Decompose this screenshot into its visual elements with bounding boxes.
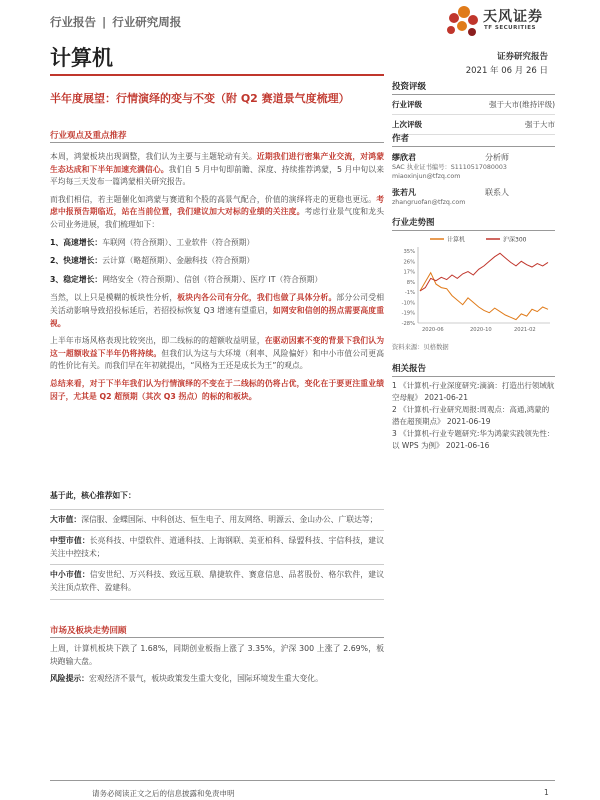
rating-panel [392, 80, 555, 135]
report-subtitle: 半年度展望：行情演绎的变与不变（附 Q2 赛道景气度梳理） [50, 92, 350, 105]
industry-rating-row [392, 95, 555, 115]
author-1 [392, 152, 555, 163]
item-label: 1、高速增长： [50, 237, 103, 247]
core-recommendations [50, 490, 384, 600]
report-category-tags [50, 14, 181, 30]
series-line-computer [420, 273, 548, 320]
paragraph-4 [50, 335, 384, 373]
highlight-text: 对于下半年我们认为行情演绎的不变在于二线标的仍将占优，变化在于要更注重业绩因子，尤其是 Q2 超预期（其次 Q3 拐点）的标的和板块。 [50, 378, 384, 401]
section-divider [50, 637, 384, 638]
y-tick-label: 26% [403, 259, 415, 266]
author-2 [392, 187, 555, 198]
trend-head: 行业走势图 [392, 216, 555, 231]
growth-item-3 [50, 274, 384, 287]
report-date: 2021 年 06 月 26 日 [465, 66, 548, 76]
logo-text: 天风证券 [483, 9, 543, 25]
author-name: 缪欣君 [392, 153, 416, 162]
rec-text: 信安世纪、万兴科技、致远互联、鼎捷软件、赛意信息、品茗股份、格尔软件，建议关注顶点软件、盈建科。 [50, 570, 384, 592]
text-span: 我们自 5 月中旬即前瞻、深度、持续推荐鸿蒙，5 月中旬以来平均每三天发布一篇鸿蒙相关研究报告。 [50, 164, 384, 187]
text-span: 但我们认为这与大环境（利率、风险偏好）和中小市值公司更高的性价比有关。而我们早在年初就提出，“风格为王还是成长为王”的观点。 [50, 348, 385, 371]
item-text: 网络安全（符合预期）、信创（符合预期）、医疗 IT（符合预期） [102, 274, 323, 284]
paragraph-2 [50, 194, 384, 232]
industry-trend-chart [392, 231, 555, 341]
risk-label: 风险提示： [50, 674, 89, 684]
series-line-hs300 [420, 253, 548, 291]
title-divider [50, 74, 384, 76]
highlight-text: 板块内各公司有分化，我们也做了具体分析。 [177, 293, 337, 303]
item-text: 云计算（略超预期）、金融科技（符合预期） [102, 256, 255, 266]
highlight-text: 总结来看， [50, 378, 90, 388]
rating-value: 强于大市 [525, 120, 555, 129]
footer-disclaimer: 请务必阅读正文之后的信息披露和免责申明 [92, 789, 235, 798]
related-date: 2021-06-16 [445, 441, 490, 450]
related-report-item[interactable] [392, 404, 555, 428]
chart-source: 资料来源：贝格数据 [392, 344, 449, 351]
item-label: 3、稳定增长： [50, 274, 103, 284]
text-span: 考虑行业景气度和龙头公司业务进展，我们梳理如下： [50, 207, 384, 229]
related-report-item[interactable] [392, 380, 555, 404]
rating-head: 投资评级 [392, 80, 555, 95]
related-panel [392, 362, 555, 452]
market-summary: 上周，计算机板块下跌了 1.68%，同期创业板指上涨了 3.35%，沪深 300 上涨了 2.69%，板块跑输大盘。 [50, 644, 384, 666]
risk-text: 宏观经济不景气，板块政策发生重大变化，国际环境发生重大变化。 [88, 674, 323, 684]
authors-head: 作者 [392, 132, 555, 147]
text-span: 部分公司受相关活动影响导致招投标延后，若招投标恢复 Q3 增速有望重启， [50, 293, 384, 315]
trend-panel [392, 216, 555, 352]
page-number: 1 [544, 788, 549, 797]
author-email: zhangruofan@tfzq.com [392, 199, 466, 206]
y-tick-label: 35% [403, 249, 415, 255]
author-role: 联系人 [485, 188, 509, 197]
paragraph-3 [50, 292, 384, 330]
tag-separator: | [102, 15, 107, 29]
rec-text: 长亮科技、中望软件、道通科技、上海钢联、美亚柏科、绿盟科技、宇信科技，建议关注中控技术； [50, 536, 384, 558]
main-content [50, 151, 384, 408]
section-head-viewpoint: 行业观点及重点推荐 [50, 131, 127, 141]
related-title: 1 《计算机-行业深度研究:滴滴：打造出行领域航空母舰》 [392, 381, 555, 402]
report-tag-industry: 行业报告 [50, 15, 96, 29]
market-content [50, 643, 384, 691]
item-label: 2、快速增长： [50, 256, 103, 266]
report-type: 证券研究报告 [496, 52, 548, 62]
growth-item-1 [50, 237, 384, 250]
y-tick-label: -19% [401, 310, 415, 317]
text-span: 而我们相信，若主题催化如鸿蒙与赛道和个股的高景气配合，价值的演绎将走的更稳也更远。 [50, 194, 377, 204]
highlight-text: 如网安和信创的拐点需要高度重视。 [50, 305, 384, 328]
item-text: 车联网（符合预期）、工业软件（符合预期） [102, 237, 255, 247]
rating-label: 行业评级 [392, 100, 422, 109]
rec-label: 中型市值： [50, 536, 90, 546]
related-list [392, 380, 555, 452]
section-divider [50, 142, 384, 143]
highlight-text: 考虑中报预告期临近，站在当前位置，我们建议加大对标的业绩的关注度。 [50, 194, 384, 217]
related-date: 2021-06-21 [424, 393, 468, 402]
authors-panel [392, 132, 555, 207]
growth-item-2 [50, 255, 384, 268]
paragraph-1 [50, 151, 384, 189]
y-tick-label: 17% [403, 269, 415, 276]
rec-small-cap [50, 565, 384, 599]
rec-large-cap [50, 509, 384, 532]
legend-label: 计算机 [447, 236, 466, 244]
rec-mid-cap [50, 531, 384, 565]
report-tag-weekly: 行业研究周报 [112, 15, 182, 29]
x-tick-label: 2020-10 [470, 327, 492, 333]
text-span: 本周，鸿蒙板块出现调整，我们认为主要与主题轮动有关。 [50, 152, 257, 161]
rating-value: 强于大市(维持评级) [489, 100, 555, 109]
rec-text: 深信服、金蝶国际、中科创达、恒生电子、用友网络、明源云、金山办公、广联达等； [81, 514, 378, 524]
author-cert: SAC 执业证书编号：S1110517080003 [392, 164, 507, 171]
related-head: 相关报告 [392, 362, 555, 377]
rating-label: 上次评级 [392, 120, 422, 129]
highlight-text: 在驱动因素不变的背景下我们认为这一超额收益下半年仍将持续。 [50, 336, 385, 358]
y-tick-label: -1% [404, 290, 415, 297]
legend-label: 沪深300 [503, 236, 527, 244]
related-title: 3 《计算机-行业专题研究:华为鸿蒙实践领先性：以 WPS 为例》 [392, 429, 555, 450]
related-report-item[interactable] [392, 428, 555, 452]
rec-label: 大市值： [50, 514, 82, 524]
rec-label: 中小市值： [50, 570, 90, 580]
y-tick-label: 8% [406, 279, 415, 286]
footer-divider [50, 780, 555, 781]
related-date: 2021-06-19 [446, 417, 491, 426]
section-head-market: 市场及板块走势回顾 [50, 626, 127, 636]
risk-warning [50, 673, 384, 686]
y-tick-label: -10% [401, 300, 415, 307]
x-tick-label: 2021-02 [514, 327, 536, 333]
logo-english-text: TF SECURITIES [484, 25, 536, 31]
page-title: 计算机 [50, 46, 113, 70]
related-title: 2 《计算机-行业研究周报:周观点：高通,鸿蒙的潜在超预期点》 [392, 405, 550, 426]
author-name: 张若凡 [392, 188, 416, 197]
x-tick-label: 2020-06 [422, 327, 444, 333]
author-email: miaoxinjun@tfzq.com [392, 173, 461, 180]
core-intro: 基于此，核心推荐如下： [50, 491, 136, 500]
author-role: 分析师 [485, 153, 509, 162]
highlight-text: 近期我们进行密集产业交流，对鸿蒙生态达成和下半年加速充满信心。 [50, 152, 384, 174]
text-span: 当然，以上只是模糊的板块性分析， [50, 293, 178, 303]
paragraph-5 [50, 378, 384, 403]
text-span: 上半年市场风格表现比较突出，即二线标的的超额收益明显， [50, 336, 265, 346]
y-tick-label: -28% [401, 321, 415, 327]
